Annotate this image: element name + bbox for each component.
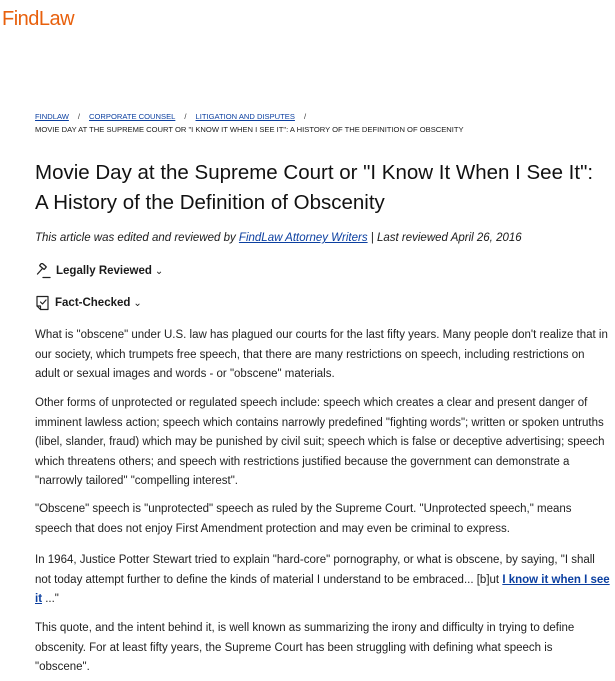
article-byline: [35, 232, 605, 244]
gavel-icon: [35, 263, 51, 279]
byline-prefix: This article was edited and reviewed by: [35, 232, 236, 244]
fact-checked-toggle[interactable]: [35, 295, 142, 311]
paragraph-4-text: In 1964, Justice Potter Stewart tried to explain "hard-core" pornography, or what is obscene, by saying, "I shall not today attempt further to define the kinds of material I understand to be embraced... [b]ut: [35, 554, 595, 586]
article-paragraph-4: [35, 551, 610, 610]
breadcrumb: [35, 111, 605, 136]
byline-author-link[interactable]: FindLaw Attorney Writers: [238, 232, 368, 244]
checked-document-icon: [35, 295, 50, 311]
quote-link[interactable]: I know it when I see it: [35, 573, 610, 605]
paragraph-4-end: ...": [42, 593, 59, 605]
legally-reviewed-toggle[interactable]: [35, 263, 163, 279]
legally-reviewed-label: Legally Reviewed: [56, 265, 152, 277]
chevron-down-icon: ⌄: [133, 297, 142, 309]
breadcrumb-separator: /: [303, 112, 307, 121]
breadcrumb-separator: /: [77, 112, 81, 121]
article-paragraph-5: This quote, and the intent behind it, is well known as summarizing the irony and difficulty in trying to define obscenity. For at least fifty years, the Supreme Court has been struggling with defining what speech is "obscene".: [35, 622, 575, 673]
fact-checked-label: Fact-Checked: [55, 297, 131, 309]
article-paragraph-2: Other forms of unprotected or regulated speech include: speech which creates a clear and present danger of imminent lawless action; speech which contains narrowly predefined "fighting words"; written or spoken untruths (libel, slander, fraud) which may be punished by civil suit; speech which is false or deceptive advertising; speech which threatens others; and speech with restrictions justified because the government can demonstrate a "narrowly tailored" "compelling interest".: [35, 397, 605, 487]
article-paragraph-1: What is "obscene" under U.S. law has plagued our courts for the last fifty years. Many people don't realize that in our society, which trumpets free speech, that there are many restrictions on speech, including restrictions on adult or sexual images and words - or "obscene" materials.: [35, 329, 608, 380]
findlaw-logo[interactable]: FindLaw: [2, 8, 75, 30]
page-title: Movie Day at the Supreme Court or "I Know It When I See It": A History of the Definition of Obscenity: [35, 161, 594, 214]
breadcrumb-current: MOVIE DAY AT THE SUPREME COURT OR "I KNOW IT WHEN I SEE IT": A HISTORY OF THE DEFINITION OF OBSCENITY: [35, 125, 464, 134]
breadcrumb-separator: /: [184, 112, 187, 121]
byline-reviewed-date: | Last reviewed April 26, 2016: [367, 232, 522, 244]
breadcrumb-link-corporate-counsel[interactable]: CORPORATE COUNSEL: [89, 112, 176, 121]
breadcrumb-link-litigation[interactable]: LITIGATION AND DISPUTES: [195, 112, 295, 121]
article-paragraph-3: "Obscene" speech is "unprotected" speech as ruled by the Supreme Court. "Unprotected speech," means speech that does not enjoy First Amendment protection and may even be criminal to express.: [35, 503, 572, 535]
chevron-down-icon: ⌄: [154, 265, 164, 277]
breadcrumb-link-findlaw[interactable]: FINDLAW: [35, 112, 69, 121]
